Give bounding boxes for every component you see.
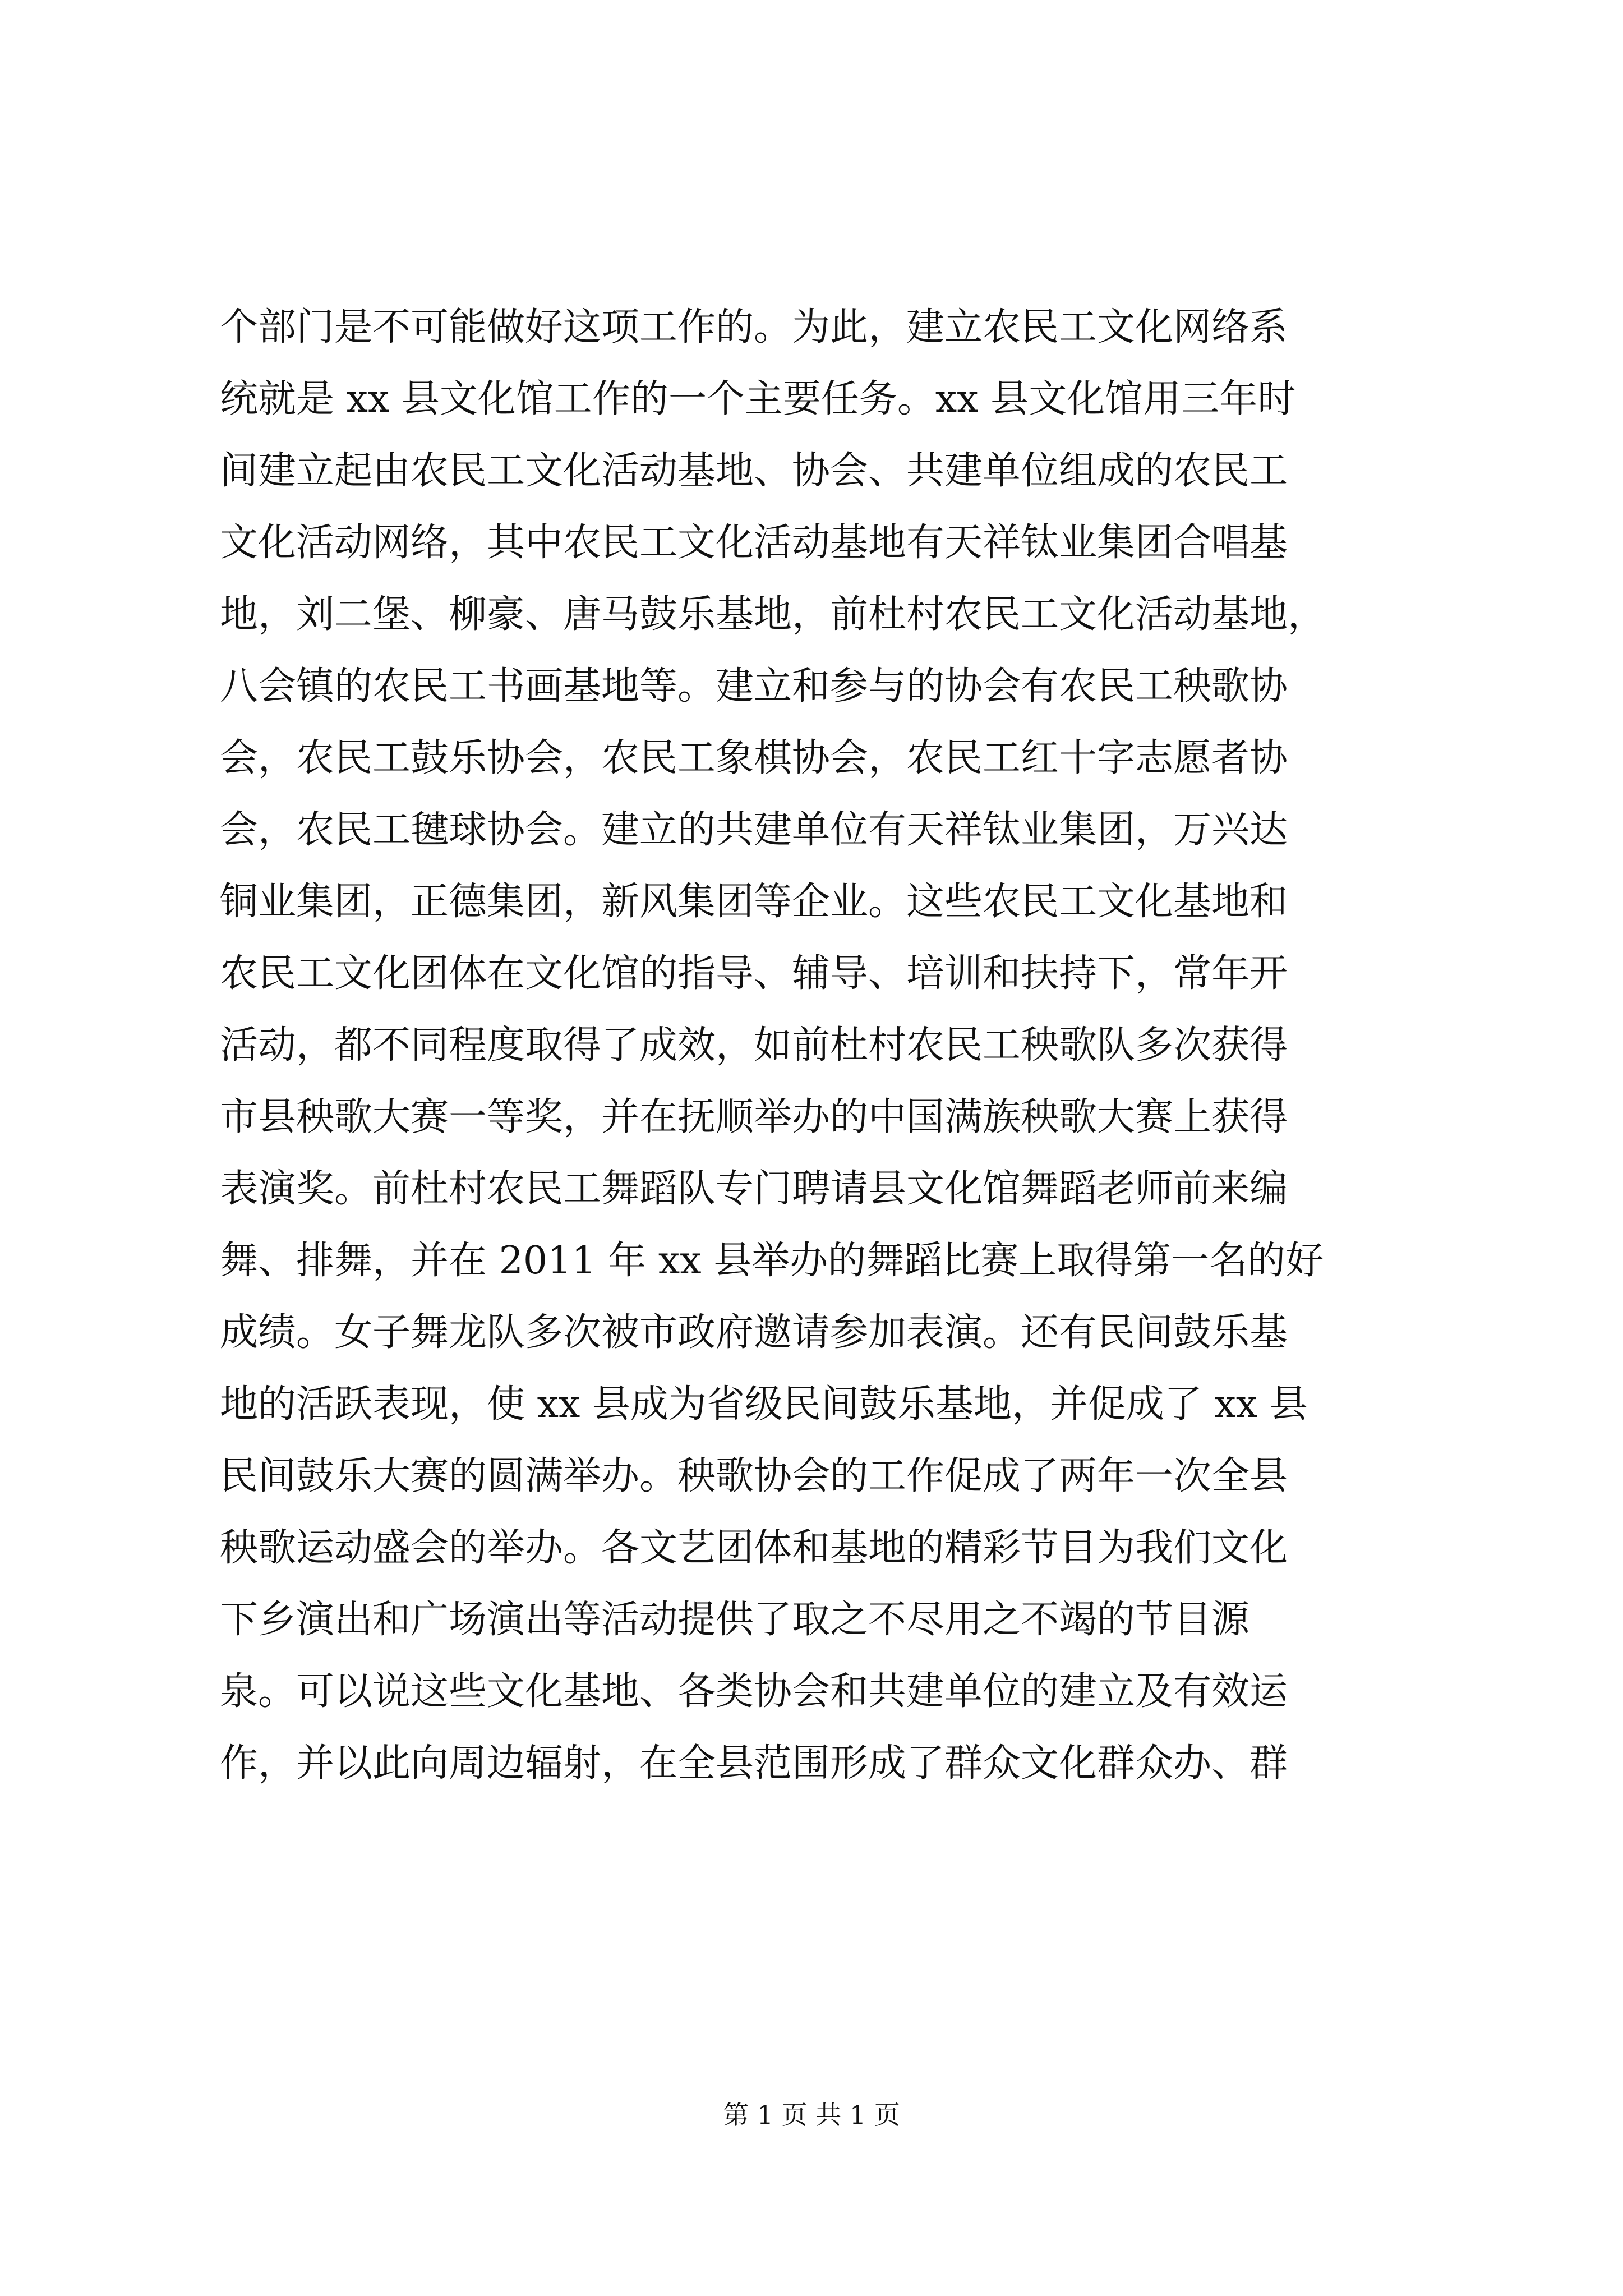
text-line: 作，并以此向周边辐射，在全县范围形成了群众文化群众办、群: [220, 1741, 1288, 1786]
text-line: 舞、排舞，并在 2011 年 xx 县举办的舞蹈比赛上取得第一名的好: [220, 1239, 1324, 1283]
page-footer: [0, 2098, 1623, 2132]
text-line: 民间鼓乐大赛的圆满举办。秧歌协会的工作促成了两年一次全县: [220, 1454, 1288, 1498]
text-line: 个部门是不可能做好这项工作的。为此，建立农民工文化网络系: [220, 305, 1288, 349]
text-line: 八会镇的农民工书画基地等。建立和参与的协会有农民工秧歌协: [220, 664, 1288, 708]
text-line: 会，农民工毽球协会。建立的共建单位有天祥钛业集团，万兴达: [220, 808, 1288, 852]
text-line: 市县秧歌大赛一等奖，并在抚顺举办的中国满族秧歌大赛上获得: [220, 1095, 1288, 1139]
text-line: 泉。可以说这些文化基地、各类协会和共建单位的建立及有效运: [220, 1669, 1288, 1714]
text-line: 文化活动网络，其中农民工文化活动基地有天祥钛业集团合唱基: [220, 521, 1288, 565]
text-line: 统就是 xx 县文化馆工作的一个主要任务。xx 县文化馆用三年时: [220, 377, 1296, 421]
text-line: 铜业集团，正德集团，新风集团等企业。这些农民工文化基地和: [220, 880, 1288, 924]
text-line: 表演奖。前杜村农民工舞蹈队专门聘请县文化馆舞蹈老师前来编: [220, 1167, 1288, 1211]
text-line: 地，刘二堡、柳豪、唐马鼓乐基地，前杜村农民工文化活动基地，: [220, 592, 1326, 637]
page-number: 第 1 页 共 1 页: [723, 2100, 900, 2130]
text-line: 活动，都不同程度取得了成效，如前杜村农民工秧歌队多次获得: [220, 1023, 1288, 1068]
text-line: 秧歌运动盛会的举办。各文艺团体和基地的精彩节目为我们文化: [220, 1526, 1288, 1570]
text-line: 间建立起由农民工文化活动基地、协会、共建单位组成的农民工: [220, 449, 1288, 493]
text-line: 成绩。女子舞龙队多次被市政府邀请参加表演。还有民间鼓乐基: [220, 1310, 1288, 1355]
body-paragraph: [220, 292, 1442, 1800]
text-line: 会，农民工鼓乐协会，农民工象棋协会，农民工红十字志愿者协: [220, 736, 1288, 780]
text-line: 地的活跃表现，使 xx 县成为省级民间鼓乐基地，并促成了 xx 县: [220, 1382, 1308, 1427]
text-line: 农民工文化团体在文化馆的指导、辅导、培训和扶持下，常年开: [220, 951, 1288, 996]
text-line: 下乡演出和广场演出等活动提供了取之不尽用之不竭的节目源: [220, 1598, 1250, 1642]
